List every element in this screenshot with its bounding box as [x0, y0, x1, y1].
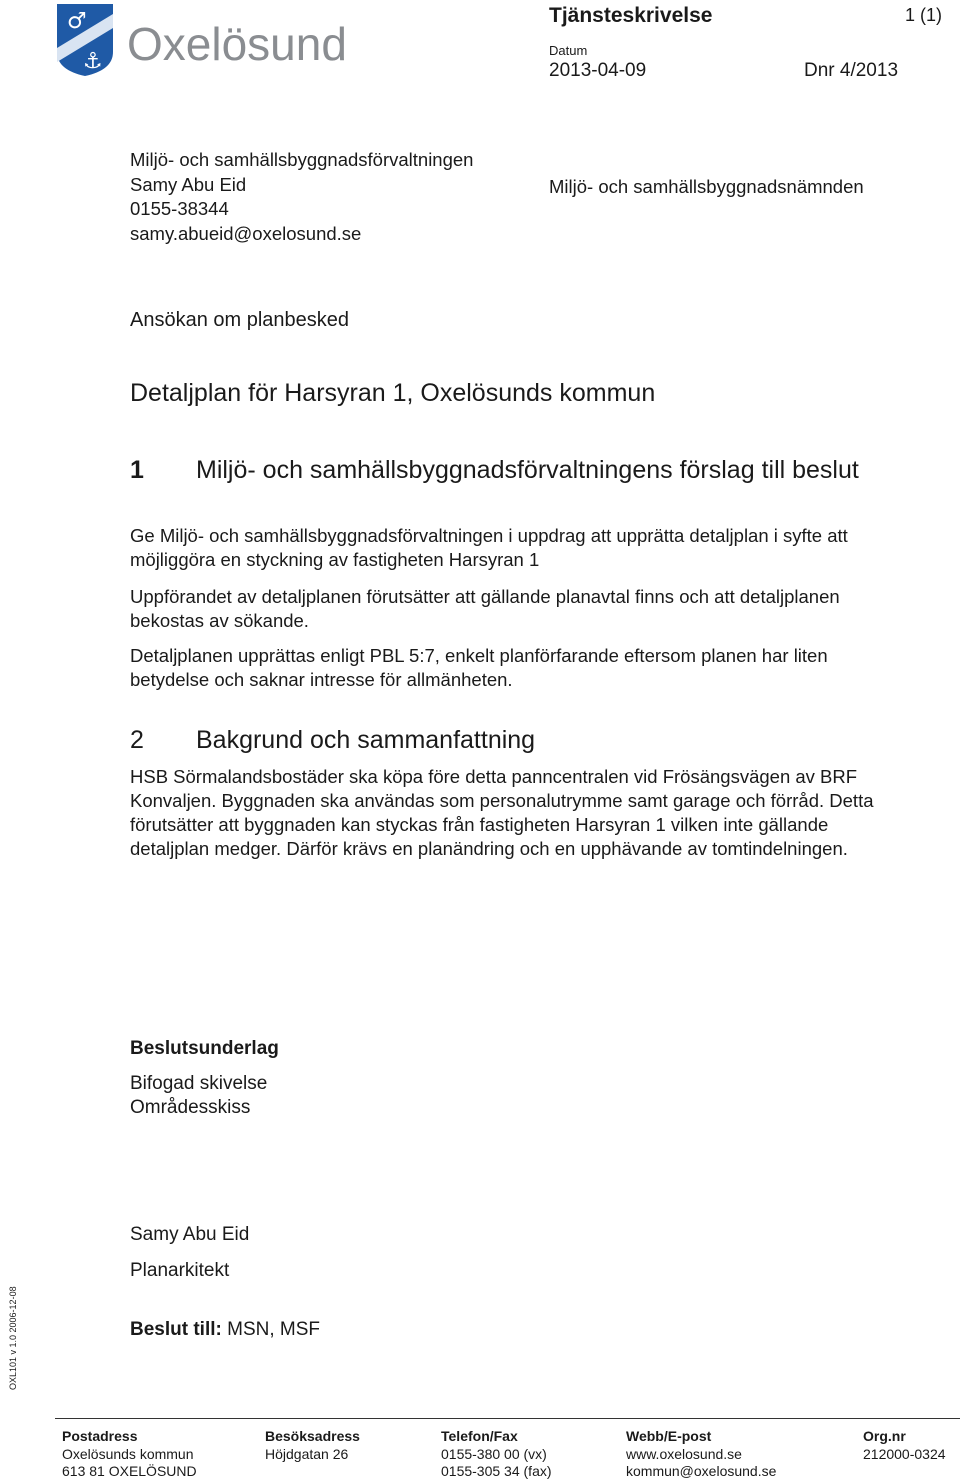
footer-web-email — [626, 1428, 776, 1481]
document-date: 2013-04-09 — [549, 60, 647, 81]
section-number: 1 — [130, 456, 144, 484]
section-title: Bakgrund och sammanfattning — [196, 726, 536, 754]
paragraph: Uppförandet av detaljplanen förutsätter att gällande planavtal finns och att detaljplanen bekostas av sökande. — [130, 586, 840, 631]
footer-line: 0155-380 00 (vx) — [441, 1445, 547, 1462]
footer-org-number — [863, 1428, 953, 1463]
decision-label: Beslut till: — [130, 1319, 222, 1340]
sender-department: Miljö- och samhällsbyggnadsförvaltningen — [130, 149, 474, 170]
date-label: Datum — [549, 43, 588, 58]
footer-line: 0155-305 34 (fax) — [441, 1463, 552, 1479]
document-title: Detaljplan för Harsyran 1, Oxelösunds kommun — [130, 379, 656, 407]
basis-heading: Beslutsunderlag — [130, 1038, 279, 1059]
sender-block — [130, 148, 473, 246]
signature-title: Planarkitekt — [130, 1260, 230, 1281]
footer-phone-fax — [441, 1428, 552, 1481]
footer-heading: Telefon/Fax — [441, 1428, 518, 1444]
page-number: 1 (1) — [905, 5, 943, 25]
sender-phone: 0155-38344 — [130, 198, 229, 219]
footer-line: 613 81 OXELÖSUND — [62, 1463, 197, 1479]
footer-postal-address — [62, 1428, 197, 1481]
recipient: Miljö- och samhällsbyggnadsnämnden — [549, 176, 864, 197]
footer-heading: Postadress — [62, 1428, 138, 1444]
footer-heading: Webb/E-post — [626, 1428, 712, 1444]
section-title: Miljö- och samhällsbyggnadsförvaltningens förslag till beslut — [196, 456, 859, 484]
municipality-logo — [55, 2, 385, 78]
paragraph: Detaljplanen upprättas enligt PBL 5:7, enkelt planförfarande eftersom planen har liten betydelse och saknar intresse för allmänheten. — [130, 645, 828, 690]
document-type: Tjänsteskrivelse — [549, 4, 713, 27]
subject-line: Ansökan om planbesked — [130, 309, 350, 331]
footer-divider — [55, 1418, 960, 1419]
registration-number: Dnr 4/2013 — [804, 60, 899, 81]
shield-anchor-icon — [55, 2, 385, 78]
svg-text:♂: ♂ — [67, 9, 87, 34]
footer-visiting-address — [265, 1428, 360, 1463]
sender-name: Samy Abu Eid — [130, 173, 247, 195]
decision-recipients — [130, 1319, 320, 1341]
decision-value: MSN, MSF — [227, 1319, 321, 1340]
footer-link[interactable]: www.oxelosund.se — [626, 1445, 742, 1462]
paragraph: Ge Miljö- och samhällsbyggnadsförvaltningen i uppdrag att upprätta detaljplan i syfte att möjliggöra en styckning av fastigheten Harsyran 1 — [130, 525, 848, 570]
basis-list — [130, 1072, 267, 1120]
footer-heading: Besöksadress — [265, 1428, 360, 1444]
svg-text:Oxelösund: Oxelösund — [127, 18, 347, 70]
sender-email[interactable]: samy.abueid@oxelosund.se — [130, 222, 362, 244]
footer-line: Oxelösunds kommun — [62, 1445, 194, 1462]
signature-name: Samy Abu Eid — [130, 1224, 250, 1245]
template-code: OXL101 v 1.0 2006-12-08 — [8, 1286, 18, 1390]
footer-heading: Org.nr — [863, 1428, 906, 1444]
section-number: 2 — [130, 726, 144, 754]
svg-text:⚓: ⚓ — [83, 49, 103, 74]
list-item: Områdesskiss — [130, 1097, 251, 1118]
footer-link[interactable]: kommun@oxelosund.se — [626, 1463, 777, 1479]
paragraph: HSB Sörmalandsbostäder ska köpa före detta panncentralen vid Frösängsvägen av BRF Konvaljen. Byggnaden ska användas som personalutrymme samt garage och förråd. Detta förutsätter att byggnaden kan styckas från fastigheten Harsyran 1 vilken inte gällande detaljplan medger. Därför krävs en planändring och en upphävande av tomtindelningen. — [130, 766, 874, 859]
footer-line: 212000-0324 — [863, 1445, 946, 1462]
list-item: Bifogad skivelse — [130, 1073, 268, 1094]
footer-line: Höjdgatan 26 — [265, 1445, 349, 1462]
